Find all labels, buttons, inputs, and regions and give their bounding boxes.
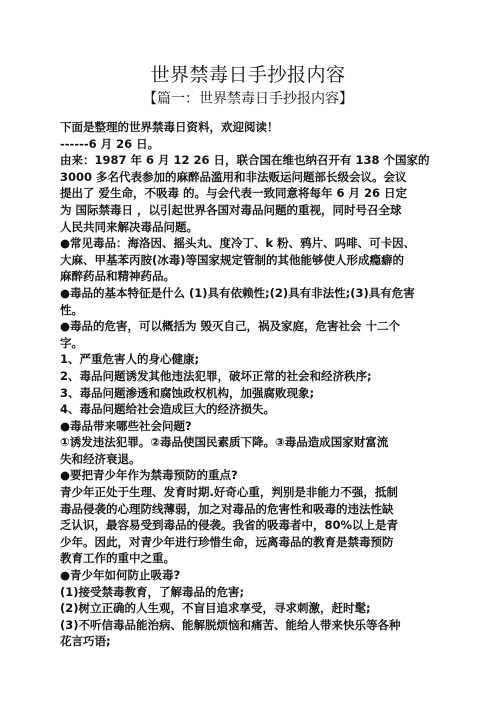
body-line: (1)接受禁毒教育，了解毒品的危害; bbox=[60, 584, 245, 599]
body-line: 乏认识，最容易受到毒品的侵袭。我省的吸毒者中，80%以上是青 bbox=[60, 518, 399, 533]
body-line: ●毒品的危害，可以概括为 毁灭自己，祸及家庭，危害社会 十二个 bbox=[60, 319, 401, 334]
body-line: 3、毒品问题渗透和腐蚀政权机构，加强腐败现象; bbox=[60, 385, 315, 400]
body-line: 4、毒品问题给社会造成巨大的经济损失。 bbox=[60, 402, 275, 417]
body-line: 1、严重危害人的身心健康; bbox=[60, 352, 200, 367]
body-line: (3)不听信毒品能治病、能解脱烦恼和痛苦、能给人带来快乐等各种 bbox=[60, 617, 401, 632]
document-body bbox=[60, 119, 452, 650]
body-line: 2、毒品问题诱发其他违法犯罪，破坏正常的社会和经济秩序; bbox=[60, 368, 372, 383]
body-line: 字。 bbox=[60, 335, 83, 350]
body-line: 下面是整理的世界禁毒日资料，欢迎阅读！ bbox=[60, 120, 279, 134]
body-line: (2)树立正确的人生观，不盲目追求享受，寻求刺激，赶时髦; bbox=[60, 601, 371, 616]
body-line: 为 国际禁毒日 ，以引起世界各国对毒品问题的重视，同时号召全球 bbox=[60, 202, 402, 217]
document-title: 世界禁毒日手抄报内容 bbox=[150, 64, 346, 86]
body-line: 失和经济衰退。 bbox=[60, 451, 141, 466]
body-line: ●毒品的基本特征是什么 (1)具有依赖性;(2)具有非法性;(3)具有危害 bbox=[60, 285, 415, 300]
body-line: ●要把青少年作为禁毒预防的重点? bbox=[60, 468, 238, 483]
body-line: 3000 多名代表参加的麻醉品滥用和非法贩运问题部长级会议。会议 bbox=[60, 169, 407, 184]
body-line: ●毒品带来哪些社会问题? bbox=[60, 418, 192, 433]
body-line: 大麻、甲基苯丙胺(冰毒)等国家规定管制的其他能够使人形成瘾癖的 bbox=[60, 252, 405, 267]
body-line: ●青少年如何防止吸毒? bbox=[60, 568, 181, 583]
body-line: 由来：1987 年 6 月 12 26 日，联合国在维也纳召开有 138 个国家的 bbox=[60, 153, 430, 168]
body-line: 麻醉药品和精神药品。 bbox=[60, 269, 175, 284]
body-line: 教育工作的重中之重。 bbox=[60, 551, 175, 566]
body-line: 毒品侵袭的心理防线薄弱，加之对毒品的危害性和吸毒的违法性缺 bbox=[60, 501, 394, 516]
body-line: 性。 bbox=[60, 302, 83, 317]
body-line: 少年。因此，对青少年进行珍惜生命，远离毒品的教育是禁毒预防 bbox=[60, 534, 394, 549]
body-line: 提出了 爱生命，不吸毒 的。与会代表一致同意将每年 6 月 26 日定 bbox=[60, 186, 408, 201]
body-line: 人民共同来解决毒品问题。 bbox=[60, 219, 198, 234]
body-line: ①诱发违法犯罪。②毒品使国民素质下降。③毒品造成国家财富流 bbox=[60, 435, 389, 450]
body-line: 青少年正处于生理、发育时期.好奇心重，判别是非能力不强，抵制 bbox=[60, 485, 398, 500]
body-line: 花言巧语; bbox=[60, 634, 111, 649]
document-subtitle: 【篇一：世界禁毒日手抄报内容】 bbox=[143, 91, 353, 107]
body-line: ●常见毒品：海洛因、摇头丸、度冷丁、k 粉、鸦片、吗啡、可卡因、 bbox=[60, 236, 416, 251]
body-line: ------6 月 26 日。 bbox=[60, 136, 160, 151]
